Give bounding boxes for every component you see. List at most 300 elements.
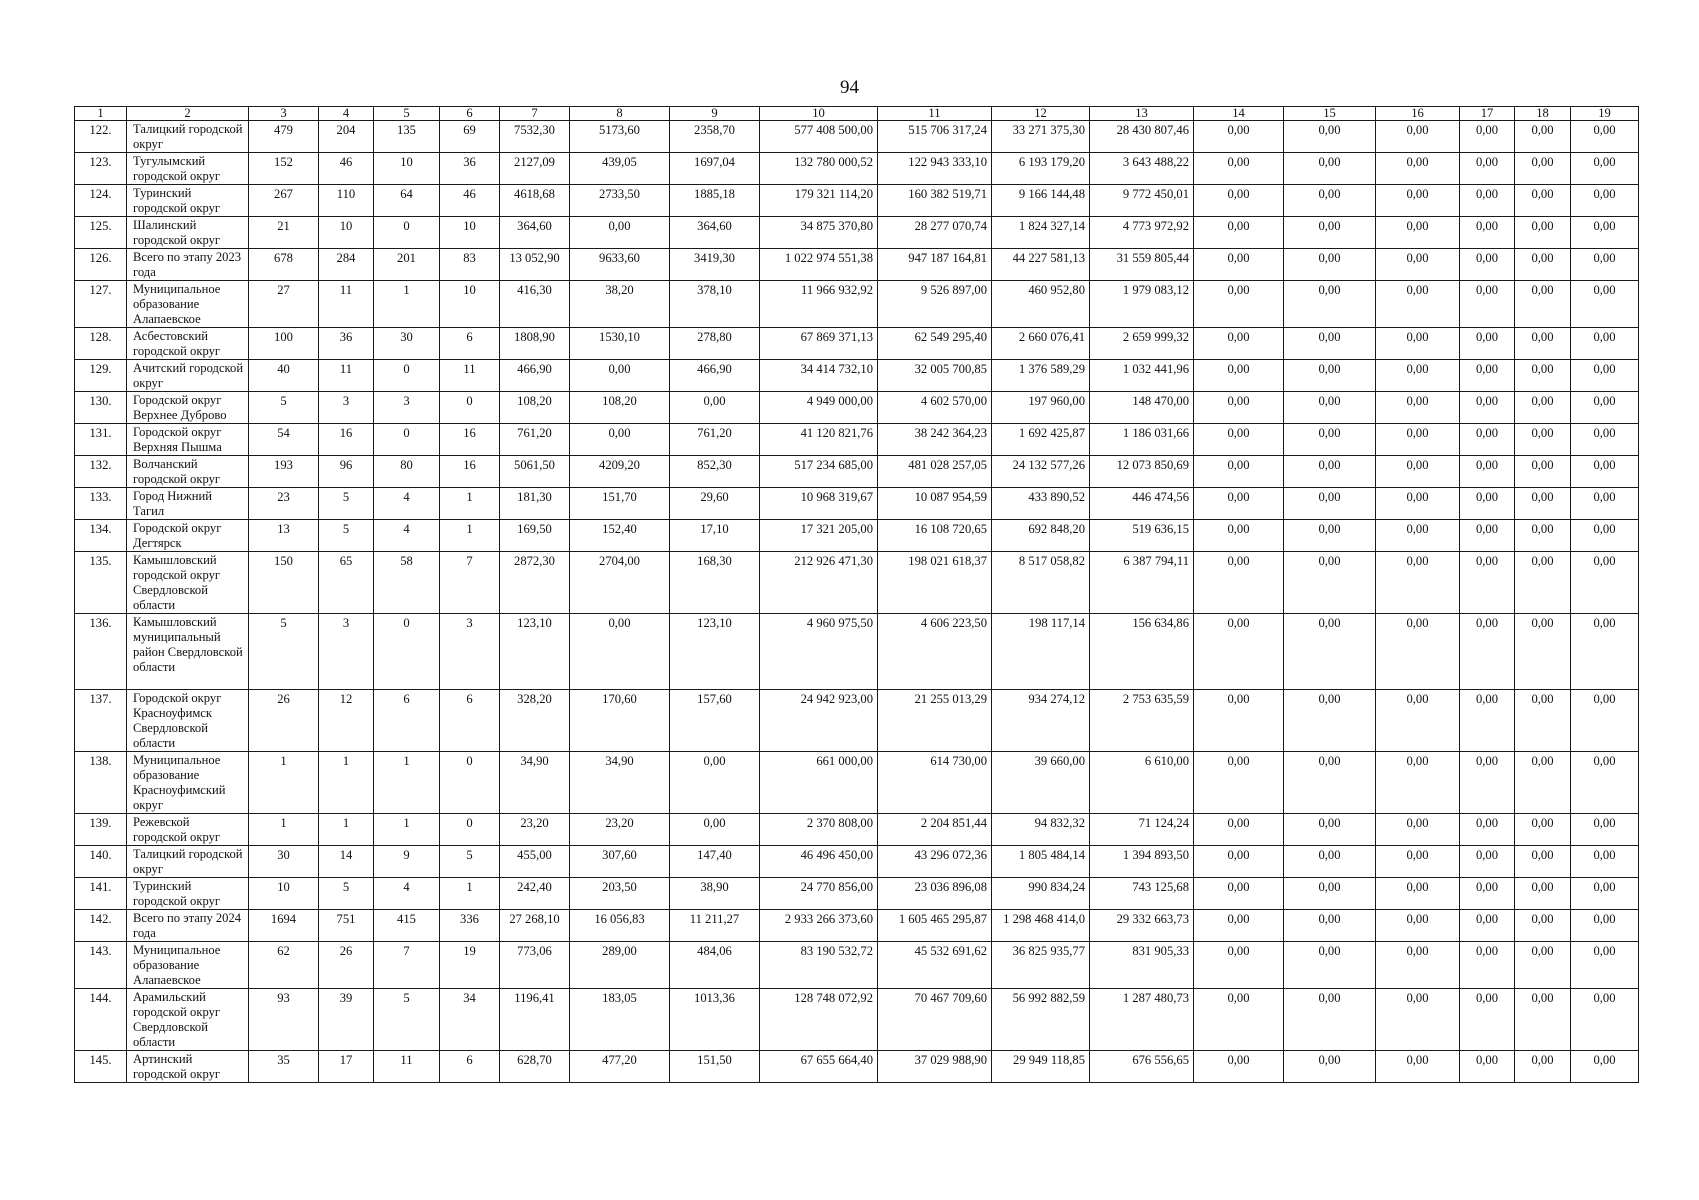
table-cell: 0,00: [670, 392, 760, 424]
table-cell: 30: [374, 328, 440, 360]
row-number: 140.: [75, 846, 127, 878]
table-cell: 0: [374, 217, 440, 249]
table-cell: 34: [440, 989, 500, 1051]
table-cell: 0,00: [1571, 249, 1639, 281]
table-cell: 3419,30: [670, 249, 760, 281]
table-cell: 0,00: [1194, 121, 1284, 153]
table-cell: 6 610,00: [1090, 752, 1194, 814]
table-cell: 289,00: [570, 942, 670, 989]
table-cell: 0,00: [1194, 690, 1284, 752]
table-cell: 11: [319, 360, 374, 392]
table-cell: 0,00: [1515, 328, 1571, 360]
table-cell: 0,00: [1460, 488, 1515, 520]
table-cell: 6 387 794,11: [1090, 552, 1194, 614]
table-cell: 934 274,12: [992, 690, 1090, 752]
table-cell: 455,00: [500, 846, 570, 878]
table-cell: 1 824 327,14: [992, 217, 1090, 249]
table-row: [75, 488, 1639, 520]
table-cell: 1885,18: [670, 185, 760, 217]
table-cell: 1694: [249, 910, 319, 942]
table-cell: 93: [249, 989, 319, 1051]
table-cell: 0,00: [1194, 752, 1284, 814]
table-cell: 0,00: [1284, 360, 1376, 392]
table-cell: 2 659 999,32: [1090, 328, 1194, 360]
table-cell: 10: [374, 153, 440, 185]
table-row: [75, 424, 1639, 456]
table-cell: 6 193 179,20: [992, 153, 1090, 185]
table-cell: 0,00: [1571, 910, 1639, 942]
column-header: 13: [1090, 107, 1194, 121]
table-cell: 122 943 333,10: [878, 153, 992, 185]
table-row: [75, 752, 1639, 814]
row-number: 124.: [75, 185, 127, 217]
row-number: 144.: [75, 989, 127, 1051]
row-number: 137.: [75, 690, 127, 752]
table-cell: 0,00: [1571, 878, 1639, 910]
row-number: 128.: [75, 328, 127, 360]
table-cell: 11 211,27: [670, 910, 760, 942]
table-cell: 0,00: [1376, 752, 1460, 814]
table-cell: 198 021 618,37: [878, 552, 992, 614]
table-cell: 947 187 164,81: [878, 249, 992, 281]
column-header: 9: [670, 107, 760, 121]
table-cell: 19: [440, 942, 500, 989]
table-cell: 0,00: [1284, 846, 1376, 878]
table-cell: 40: [249, 360, 319, 392]
table-cell: 80: [374, 456, 440, 488]
table-row: [75, 328, 1639, 360]
table-cell: 0,00: [1460, 328, 1515, 360]
table-cell: 0,00: [1460, 942, 1515, 989]
table-row: [75, 989, 1639, 1051]
table-cell: 54: [249, 424, 319, 456]
table-cell: 307,60: [570, 846, 670, 878]
table-cell: 0,00: [1571, 185, 1639, 217]
table-cell: 1: [440, 520, 500, 552]
table-cell: 23: [249, 488, 319, 520]
municipality-name: Муниципальное образование Алапаевское: [127, 281, 249, 328]
table-cell: 1 186 031,66: [1090, 424, 1194, 456]
table-cell: 0,00: [1194, 392, 1284, 424]
table-cell: 460 952,80: [992, 281, 1090, 328]
municipality-name: Всего по этапу 2023 года: [127, 249, 249, 281]
table-row: [75, 878, 1639, 910]
table-cell: 43 296 072,36: [878, 846, 992, 878]
municipality-name: Камышловский муниципальный район Свердловской области: [127, 614, 249, 690]
table-cell: 128 748 072,92: [760, 989, 878, 1051]
table-cell: 0,00: [1515, 153, 1571, 185]
table-cell: 10 968 319,67: [760, 488, 878, 520]
table-cell: 34 414 732,10: [760, 360, 878, 392]
table-cell: 0,00: [1194, 552, 1284, 614]
table-cell: 108,20: [500, 392, 570, 424]
table-cell: 3: [319, 614, 374, 690]
table-cell: 17 321 205,00: [760, 520, 878, 552]
table-cell: 1530,10: [570, 328, 670, 360]
table-cell: 11: [374, 1051, 440, 1083]
table-cell: 0,00: [1515, 552, 1571, 614]
table-cell: 201: [374, 249, 440, 281]
table-cell: 31 559 805,44: [1090, 249, 1194, 281]
row-number: 135.: [75, 552, 127, 614]
table-cell: 0,00: [1460, 752, 1515, 814]
table-cell: 7: [374, 942, 440, 989]
table-cell: 29 332 663,73: [1090, 910, 1194, 942]
table-cell: 0,00: [1460, 690, 1515, 752]
table-cell: 0,00: [1284, 942, 1376, 989]
table-cell: 3 643 488,22: [1090, 153, 1194, 185]
table-cell: 1: [249, 814, 319, 846]
table-cell: 0,00: [1376, 185, 1460, 217]
table-cell: 151,70: [570, 488, 670, 520]
table-cell: 0,00: [670, 814, 760, 846]
table-cell: 123,10: [670, 614, 760, 690]
table-cell: 96: [319, 456, 374, 488]
table-cell: 2358,70: [670, 121, 760, 153]
table-row: [75, 814, 1639, 846]
table-cell: 0,00: [1515, 814, 1571, 846]
table-cell: 17,10: [670, 520, 760, 552]
table-cell: 10 087 954,59: [878, 488, 992, 520]
page-number: 94: [840, 77, 859, 98]
table-cell: 0,00: [1284, 217, 1376, 249]
column-header: 19: [1571, 107, 1639, 121]
table-cell: 519 636,15: [1090, 520, 1194, 552]
row-number: 138.: [75, 752, 127, 814]
table-cell: 212 926 471,30: [760, 552, 878, 614]
table-cell: 0,00: [1515, 752, 1571, 814]
table-cell: 1 022 974 551,38: [760, 249, 878, 281]
municipality-name: Городской округ Верхнее Дуброво: [127, 392, 249, 424]
municipality-name: Городской округ Верхняя Пышма: [127, 424, 249, 456]
table-cell: 2 933 266 373,60: [760, 910, 878, 942]
table-cell: 3: [319, 392, 374, 424]
data-table: [74, 106, 1639, 1083]
table-row: [75, 153, 1639, 185]
table-cell: 0,00: [1571, 520, 1639, 552]
table-cell: 751: [319, 910, 374, 942]
table-cell: 4618,68: [500, 185, 570, 217]
table-cell: 628,70: [500, 1051, 570, 1083]
table-cell: 150: [249, 552, 319, 614]
table-row: [75, 217, 1639, 249]
table-cell: 94 832,32: [992, 814, 1090, 846]
table-cell: 16 056,83: [570, 910, 670, 942]
table-cell: 13 052,90: [500, 249, 570, 281]
row-number: 134.: [75, 520, 127, 552]
municipality-name: Город Нижний Тагил: [127, 488, 249, 520]
table-cell: 4 602 570,00: [878, 392, 992, 424]
table-cell: 0,00: [1515, 121, 1571, 153]
row-number: 143.: [75, 942, 127, 989]
table-cell: 0: [440, 814, 500, 846]
table-cell: 0: [374, 424, 440, 456]
table-cell: 23,20: [500, 814, 570, 846]
table-cell: 33 271 375,30: [992, 121, 1090, 153]
table-cell: 198 117,14: [992, 614, 1090, 690]
table-cell: 0,00: [1376, 360, 1460, 392]
table-cell: 0,00: [1376, 942, 1460, 989]
table-cell: 481 028 257,05: [878, 456, 992, 488]
table-cell: 0,00: [1194, 878, 1284, 910]
table-row: [75, 456, 1639, 488]
table-cell: 0,00: [1376, 121, 1460, 153]
table-cell: 0,00: [1376, 456, 1460, 488]
table-cell: 41 120 821,76: [760, 424, 878, 456]
table-cell: 517 234 685,00: [760, 456, 878, 488]
table-cell: 39: [319, 989, 374, 1051]
municipality-name: Городской округ Красноуфимск Свердловской области: [127, 690, 249, 752]
table-cell: 0,00: [1515, 392, 1571, 424]
table-cell: 152,40: [570, 520, 670, 552]
table-cell: 10: [319, 217, 374, 249]
table-cell: 1: [319, 814, 374, 846]
table-cell: 0,00: [1571, 456, 1639, 488]
table-cell: 9 772 450,01: [1090, 185, 1194, 217]
table-cell: 0,00: [1284, 878, 1376, 910]
table-cell: 27 268,10: [500, 910, 570, 942]
table-cell: 181,30: [500, 488, 570, 520]
table-cell: 466,90: [670, 360, 760, 392]
table-cell: 17: [319, 1051, 374, 1083]
table-cell: 39 660,00: [992, 752, 1090, 814]
table-cell: 179 321 114,20: [760, 185, 878, 217]
table-cell: 577 408 500,00: [760, 121, 878, 153]
column-header: 18: [1515, 107, 1571, 121]
table-cell: 0,00: [1376, 424, 1460, 456]
table-cell: 16: [440, 456, 500, 488]
table-cell: 0,00: [1284, 989, 1376, 1051]
table-cell: 0,00: [1460, 153, 1515, 185]
table-cell: 0,00: [1460, 846, 1515, 878]
table-cell: 0,00: [1194, 249, 1284, 281]
table-cell: 0,00: [1194, 989, 1284, 1051]
table-cell: 0,00: [1515, 1051, 1571, 1083]
table-cell: 761,20: [670, 424, 760, 456]
table-cell: 446 474,56: [1090, 488, 1194, 520]
table-cell: 10: [440, 217, 500, 249]
table-cell: 0: [440, 752, 500, 814]
table-cell: 2733,50: [570, 185, 670, 217]
table-cell: 0,00: [1284, 814, 1376, 846]
table-cell: 1: [440, 488, 500, 520]
table-cell: 2 204 851,44: [878, 814, 992, 846]
table-cell: 23 036 896,08: [878, 878, 992, 910]
table-cell: 0: [374, 360, 440, 392]
table-cell: 30: [249, 846, 319, 878]
table-row: [75, 690, 1639, 752]
table-cell: 69: [440, 121, 500, 153]
table-cell: 439,05: [570, 153, 670, 185]
table-cell: 0,00: [1571, 552, 1639, 614]
table-cell: 1 692 425,87: [992, 424, 1090, 456]
table-cell: 4: [374, 488, 440, 520]
table-cell: 0,00: [1460, 456, 1515, 488]
column-header: 16: [1376, 107, 1460, 121]
table-cell: 36: [319, 328, 374, 360]
municipality-name: Тугулымский городской округ: [127, 153, 249, 185]
table-cell: 5: [319, 520, 374, 552]
table-row: [75, 520, 1639, 552]
table-cell: 0,00: [1284, 249, 1376, 281]
table-cell: 147,40: [670, 846, 760, 878]
table-cell: 0,00: [1194, 910, 1284, 942]
table-cell: 0,00: [1515, 910, 1571, 942]
table-cell: 0,00: [1376, 1051, 1460, 1083]
table-row: [75, 360, 1639, 392]
municipality-name: Волчанский городской округ: [127, 456, 249, 488]
table-cell: 28 277 070,74: [878, 217, 992, 249]
table-cell: 2872,30: [500, 552, 570, 614]
row-number: 129.: [75, 360, 127, 392]
table-cell: 7: [440, 552, 500, 614]
column-header: 15: [1284, 107, 1376, 121]
table-cell: 203,50: [570, 878, 670, 910]
table-cell: 0,00: [1284, 1051, 1376, 1083]
table-cell: 152: [249, 153, 319, 185]
table-cell: 0,00: [1376, 488, 1460, 520]
table-cell: 0,00: [1376, 153, 1460, 185]
table-cell: 11: [440, 360, 500, 392]
table-cell: 0,00: [1460, 520, 1515, 552]
table-cell: 46: [319, 153, 374, 185]
table-cell: 0,00: [1515, 281, 1571, 328]
table-cell: 0,00: [1460, 217, 1515, 249]
row-number: 131.: [75, 424, 127, 456]
table-cell: 0,00: [1376, 614, 1460, 690]
municipality-name: Туринский городской округ: [127, 878, 249, 910]
table-cell: 0,00: [1515, 424, 1571, 456]
table-cell: 761,20: [500, 424, 570, 456]
table-cell: 0,00: [1571, 814, 1639, 846]
table-cell: 204: [319, 121, 374, 153]
row-number: 145.: [75, 1051, 127, 1083]
table-cell: 7532,30: [500, 121, 570, 153]
table-cell: 1: [374, 752, 440, 814]
table-cell: 0,00: [1284, 520, 1376, 552]
table-cell: 5: [319, 488, 374, 520]
table-cell: 46 496 450,00: [760, 846, 878, 878]
table-row: [75, 1051, 1639, 1083]
row-number: 127.: [75, 281, 127, 328]
column-header: 1: [75, 107, 127, 121]
table-cell: 1: [374, 814, 440, 846]
table-cell: 0,00: [1284, 153, 1376, 185]
table-cell: 1 298 468 414,0: [992, 910, 1090, 942]
table-cell: 278,80: [670, 328, 760, 360]
table-cell: 46: [440, 185, 500, 217]
table-cell: 0,00: [1460, 360, 1515, 392]
table-cell: 0,00: [1515, 942, 1571, 989]
table-cell: 12: [319, 690, 374, 752]
municipality-name: Шалинский городской округ: [127, 217, 249, 249]
table-cell: 0,00: [1376, 878, 1460, 910]
table-cell: 267: [249, 185, 319, 217]
table-cell: 21 255 013,29: [878, 690, 992, 752]
table-cell: 614 730,00: [878, 752, 992, 814]
table-cell: 0,00: [1571, 752, 1639, 814]
table-cell: 170,60: [570, 690, 670, 752]
table-cell: 0,00: [1376, 217, 1460, 249]
row-number: 130.: [75, 392, 127, 424]
table-cell: 6: [440, 690, 500, 752]
table-cell: 0,00: [1460, 392, 1515, 424]
table-cell: 1013,36: [670, 989, 760, 1051]
table-cell: 9 166 144,48: [992, 185, 1090, 217]
table-cell: 3: [374, 392, 440, 424]
table-cell: 0,00: [1515, 360, 1571, 392]
table-cell: 29 949 118,85: [992, 1051, 1090, 1083]
table-cell: 2 370 808,00: [760, 814, 878, 846]
table-cell: 0,00: [670, 752, 760, 814]
row-number: 126.: [75, 249, 127, 281]
table-cell: 0,00: [1515, 614, 1571, 690]
table-cell: 58: [374, 552, 440, 614]
municipality-name: Муниципальное образование Алапаевское: [127, 942, 249, 989]
table-cell: 0: [374, 614, 440, 690]
table-cell: 148 470,00: [1090, 392, 1194, 424]
table-cell: 45 532 691,62: [878, 942, 992, 989]
table-cell: 5173,60: [570, 121, 670, 153]
table-cell: 0,00: [1515, 249, 1571, 281]
table-cell: 0,00: [1284, 690, 1376, 752]
row-number: 136.: [75, 614, 127, 690]
table-cell: 14: [319, 846, 374, 878]
table-cell: 515 706 317,24: [878, 121, 992, 153]
table-cell: 160 382 519,71: [878, 185, 992, 217]
column-header: 5: [374, 107, 440, 121]
table-cell: 64: [374, 185, 440, 217]
table-cell: 0,00: [1194, 360, 1284, 392]
table-cell: 157,60: [670, 690, 760, 752]
table-row: [75, 614, 1639, 690]
table-cell: 4 773 972,92: [1090, 217, 1194, 249]
table-cell: 990 834,24: [992, 878, 1090, 910]
table-cell: 5: [440, 846, 500, 878]
table-row: [75, 910, 1639, 942]
table-cell: 743 125,68: [1090, 878, 1194, 910]
column-header: 17: [1460, 107, 1515, 121]
table-row: [75, 942, 1639, 989]
table-cell: 151,50: [670, 1051, 760, 1083]
table-cell: 0,00: [1194, 328, 1284, 360]
municipality-name: Туринский городской округ: [127, 185, 249, 217]
column-header: 12: [992, 107, 1090, 121]
table-cell: 23,20: [570, 814, 670, 846]
table-cell: 9: [374, 846, 440, 878]
table-cell: 34,90: [570, 752, 670, 814]
table-cell: 415: [374, 910, 440, 942]
table-cell: 183,05: [570, 989, 670, 1051]
table-cell: 24 942 923,00: [760, 690, 878, 752]
table-cell: 1 394 893,50: [1090, 846, 1194, 878]
table-cell: 10: [440, 281, 500, 328]
table-cell: 0,00: [1376, 910, 1460, 942]
row-number: 141.: [75, 878, 127, 910]
table-cell: 0,00: [1515, 217, 1571, 249]
table-cell: 0,00: [1571, 488, 1639, 520]
table-cell: 0,00: [570, 424, 670, 456]
table-cell: 6: [374, 690, 440, 752]
table-cell: 108,20: [570, 392, 670, 424]
table-cell: 38,20: [570, 281, 670, 328]
table-cell: 21: [249, 217, 319, 249]
column-header: 8: [570, 107, 670, 121]
table-cell: 479: [249, 121, 319, 153]
row-number: 123.: [75, 153, 127, 185]
table-cell: 0,00: [1194, 281, 1284, 328]
table-cell: 0,00: [1460, 814, 1515, 846]
